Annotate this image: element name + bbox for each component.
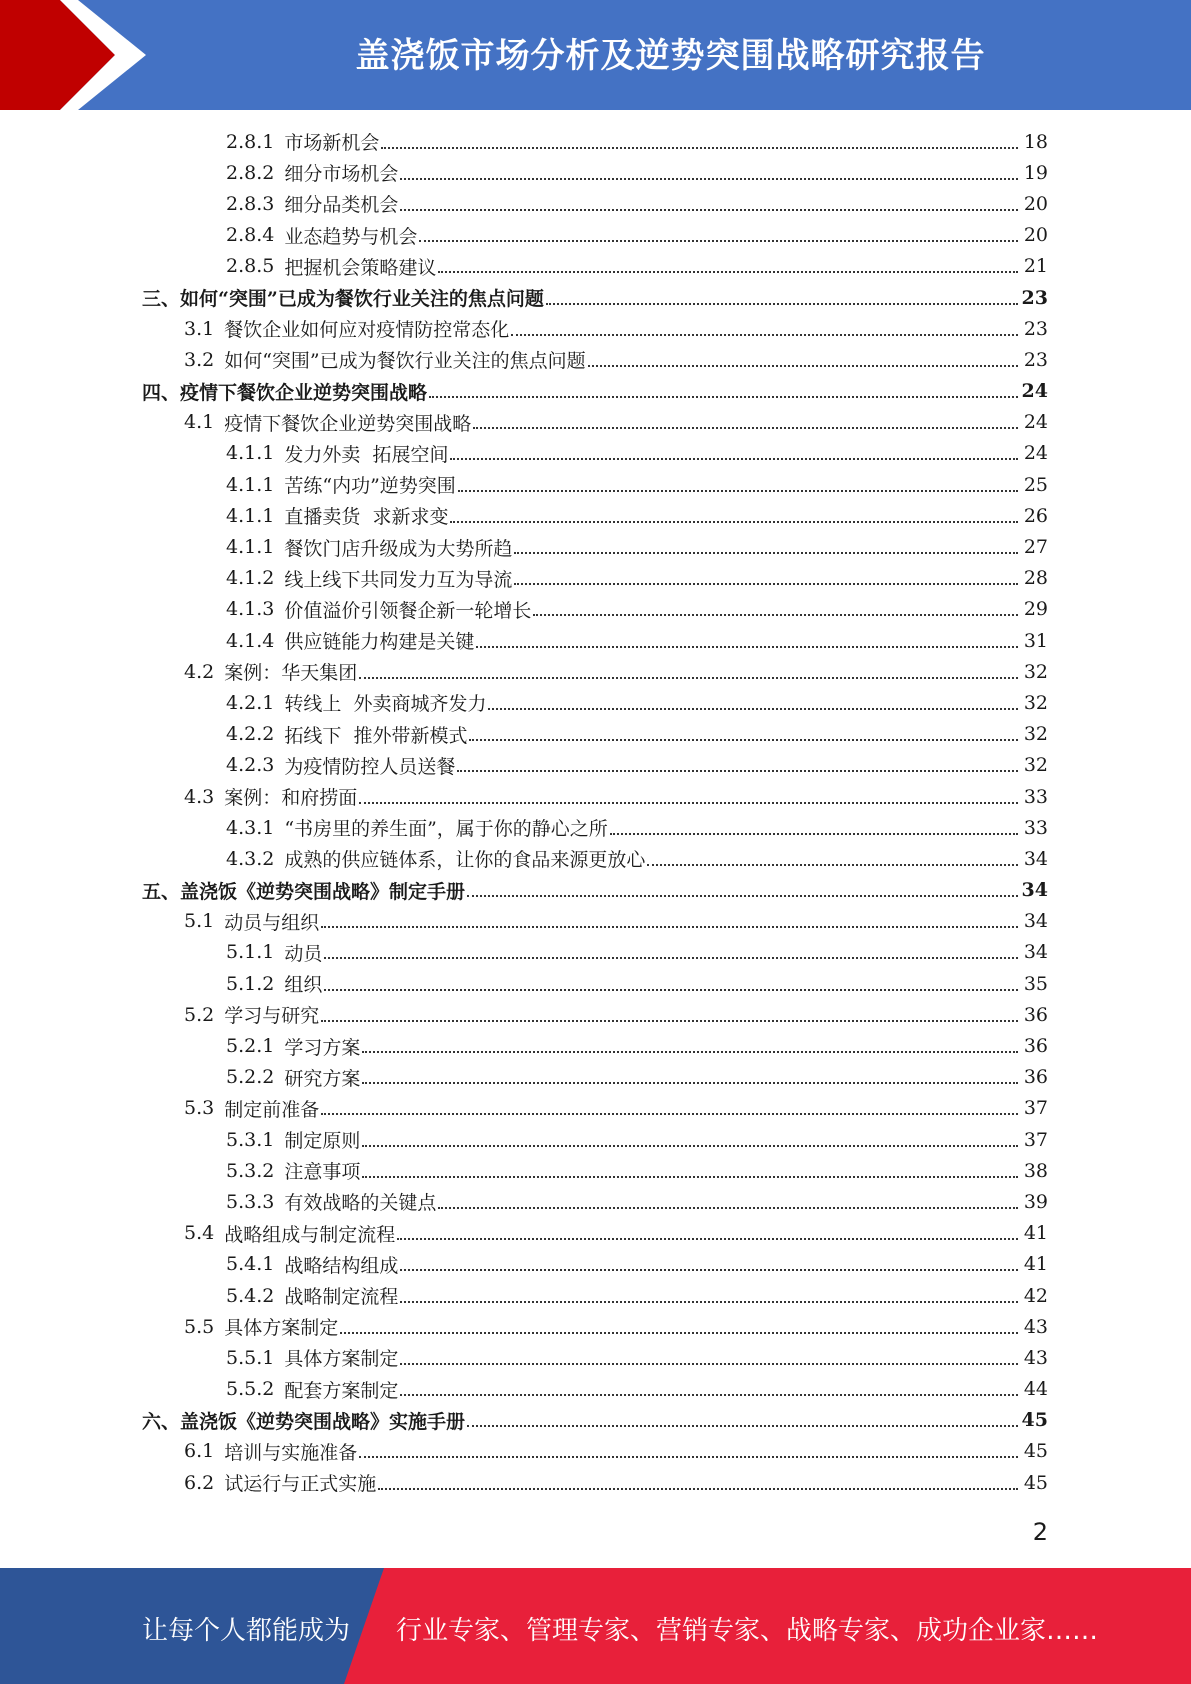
toc-entry-title: 战略结构组成 [284,1254,399,1277]
toc-dot-leader [362,1082,1018,1084]
toc-entry-number: 2.8.4 [226,224,275,247]
toc-entry[interactable] [0,937,1191,968]
toc-entry-page: 24 [1023,411,1048,434]
toc-entry-title: 研究方案 [284,1067,361,1090]
toc-entry-page: 20 [1023,224,1048,247]
toc-entry[interactable] [0,1311,1191,1342]
toc-entry-number: 5.4.1 [226,1253,275,1276]
toc-entry[interactable] [0,407,1191,438]
toc-entry[interactable] [0,157,1191,188]
toc-entry-title: 业态趋势与机会 [284,225,418,248]
toc-dot-leader [469,739,1018,741]
toc-entry-page: 25 [1023,473,1048,496]
toc-dot-leader [359,677,1018,679]
toc-entry-title: 动员与组织 [224,911,320,934]
toc-dot-leader [588,365,1018,367]
toc-entry-page: 29 [1023,598,1048,621]
toc-entry-number: 4.2.2 [226,723,275,746]
toc-entry[interactable] [0,719,1191,750]
toc-dot-leader [378,1488,1018,1490]
toc-entry[interactable] [0,750,1191,781]
toc-entry-number: 6.1 [184,1440,215,1463]
toc-entry-title: 餐饮企业如何应对疫情防控常态化 [224,319,510,342]
toc-entry-title: 具体方案制定 [224,1317,339,1340]
toc-dot-leader [400,1394,1018,1396]
toc-entry[interactable] [0,1405,1191,1436]
toc-entry[interactable] [0,282,1191,313]
toc-entry[interactable] [0,968,1191,999]
toc-entry-title: 组织 [284,974,323,997]
toc-entry-title: 动员 [284,942,323,965]
toc-entry[interactable] [0,1062,1191,1093]
toc-entry-page: 18 [1023,130,1048,153]
toc-entry-page: 34 [1021,879,1048,902]
toc-entry-number: 4.1 [184,411,215,434]
page-footer [0,1568,1191,1684]
toc-entry-title: 如何“突围”已成为餐饮行业关注的焦点问题 [224,350,586,373]
toc-entry-number: 5.2.1 [226,1035,275,1058]
toc-entry-title: 战略组成与制定流程 [224,1223,396,1246]
toc-entry-number: 4.3.2 [226,847,275,870]
toc-entry[interactable] [0,781,1191,812]
toc-entry-number: 5.5.1 [226,1346,275,1369]
toc-entry-number: 2.8.1 [226,130,275,153]
toc-entry-title: 转线上 外卖商城齐发力 [284,693,487,716]
toc-entry-title: 为疫情防控人员送餐 [284,755,456,778]
toc-entry-page: 19 [1023,161,1048,184]
toc-entry-page: 43 [1023,1315,1048,1338]
toc-entry[interactable] [0,687,1191,718]
toc-dot-leader [400,1363,1018,1365]
toc-entry-page: 36 [1023,1066,1048,1089]
toc-entry[interactable] [0,313,1191,344]
toc-entry[interactable] [0,531,1191,562]
toc-entry[interactable] [0,220,1191,251]
toc-entry-title: 价值溢价引领餐企新一轮增长 [284,599,532,622]
toc-entry-page: 34 [1023,847,1048,870]
toc-dot-leader [476,646,1018,648]
page-number: 2 [1032,1518,1048,1546]
toc-entry-title: 四、疫情下餐饮企业逆势突围战略 [142,381,428,404]
toc-entry-page: 37 [1023,1097,1048,1120]
toc-dot-leader [450,458,1018,460]
toc-entry-page: 41 [1023,1253,1048,1276]
toc-entry-page: 24 [1023,442,1048,465]
toc-entry[interactable] [0,1467,1191,1498]
toc-entry[interactable] [0,906,1191,937]
toc-entry-page: 32 [1023,754,1048,777]
toc-dot-leader [473,427,1018,429]
toc-entry-page: 42 [1023,1284,1048,1307]
toc-entry-page: 32 [1023,660,1048,683]
toc-entry-page: 21 [1023,255,1048,278]
toc-entry-number: 2.8.2 [226,161,275,184]
toc-dot-leader [362,1145,1018,1147]
toc-entry-page: 31 [1023,629,1048,652]
toc-dot-leader [514,552,1018,554]
toc-dot-leader [457,770,1018,772]
toc-entry[interactable] [0,1218,1191,1249]
toc-dot-leader [450,521,1018,523]
toc-entry[interactable] [0,1436,1191,1467]
toc-dot-leader [321,1020,1018,1022]
toc-dot-leader [458,490,1018,492]
toc-entry-page: 43 [1023,1346,1048,1369]
toc-dot-leader [400,209,1018,211]
toc-entry-number: 5.3.3 [226,1190,275,1213]
toc-entry-number: 4.2.1 [226,691,275,714]
toc-dot-leader [324,989,1018,991]
toc-entry-title: 学习方案 [284,1036,361,1059]
toc-entry-number: 5.3.1 [226,1128,275,1151]
toc-entry-number: 5.5.2 [226,1378,275,1401]
toc-entry-number: 4.1.4 [226,629,275,652]
toc-entry-number: 5.3 [184,1097,215,1120]
toc-entry[interactable] [0,625,1191,656]
toc-dot-leader [340,1332,1018,1334]
toc-entry-page: 23 [1023,317,1048,340]
toc-entry[interactable] [0,594,1191,625]
toc-entry[interactable] [0,126,1191,157]
toc-dot-leader [419,240,1018,242]
toc-entry[interactable] [0,1374,1191,1405]
footer-slogan-right: 行业专家、管理专家、营销专家、战略专家、成功企业家…… [396,1616,1099,1646]
toc-entry[interactable] [0,188,1191,219]
toc-entry-title: 把握机会策略建议 [284,256,437,279]
toc-dot-leader [488,708,1018,710]
toc-entry-page: 20 [1023,192,1048,215]
toc-entry-title: 有效战略的关键点 [284,1192,437,1215]
toc-entry[interactable] [0,344,1191,375]
toc-entry-number: 4.3 [184,785,215,808]
toc-entry-title: 学习与研究 [224,1005,320,1028]
toc-dot-leader [321,926,1018,928]
toc-entry-number: 5.4 [184,1222,215,1245]
toc-entry-title: 细分市场机会 [284,163,399,186]
toc-entry[interactable] [0,251,1191,282]
toc-entry[interactable] [0,1030,1191,1061]
toc-entry[interactable] [0,500,1191,531]
toc-entry-number: 5.5 [184,1315,215,1338]
toc-entry-page: 45 [1023,1471,1048,1494]
toc-dot-leader [438,1207,1018,1209]
toc-entry-page: 32 [1023,691,1048,714]
toc-entry-page: 36 [1023,1035,1048,1058]
toc-entry-number: 6.2 [184,1471,215,1494]
toc-entry-title: 疫情下餐饮企业逆势突围战略 [224,412,472,435]
footer-slogan-left: 让每个人都能成为 [142,1616,351,1646]
toc-dot-leader [359,802,1018,804]
toc-dot-leader [647,864,1018,866]
toc-dot-leader [610,833,1018,835]
toc-entry[interactable] [0,1124,1191,1155]
toc-entry-title: 餐饮门店升级成为大势所趋 [284,537,513,560]
toc-dot-leader [362,1051,1018,1053]
toc-dot-leader [321,1113,1018,1115]
toc-dot-leader [324,957,1018,959]
toc-dot-leader [467,895,1018,897]
toc-entry-number: 2.8.3 [226,192,275,215]
toc-entry-page: 44 [1023,1378,1048,1401]
toc-entry-page: 34 [1023,941,1048,964]
toc-entry-title: 战略制定流程 [284,1286,399,1309]
toc-dot-leader [362,1176,1018,1178]
toc-entry[interactable] [0,999,1191,1030]
toc-dot-leader [514,583,1018,585]
toc-entry-page: 35 [1023,972,1048,995]
toc-entry-title: 配套方案制定 [284,1379,399,1402]
toc-entry-number: 3.1 [184,317,215,340]
toc-entry[interactable] [0,438,1191,469]
toc-dot-leader [467,1425,1018,1427]
toc-entry-number: 5.1.1 [226,941,275,964]
toc-dot-leader [438,271,1018,273]
toc-entry-title: 案例：和府捞面 [224,787,358,810]
toc-dot-leader [359,1456,1018,1458]
toc-entry-title: 苦练“内功”逆势突围 [284,475,456,498]
toc-dot-leader [400,178,1018,180]
toc-entry-number: 4.2.3 [226,754,275,777]
toc-entry-page: 33 [1023,785,1048,808]
toc-entry-page: 23 [1023,348,1048,371]
toc-entry-title: 培训与实施准备 [224,1441,358,1464]
toc-entry-number: 4.1.3 [226,598,275,621]
toc-entry[interactable] [0,563,1191,594]
toc-entry-title: 五、盖浇饭《逆势突围战略》制定手册 [142,880,466,903]
toc-entry[interactable] [0,1155,1191,1186]
toc-dot-leader [511,334,1018,336]
toc-entry-number: 2.8.5 [226,255,275,278]
toc-dot-leader [400,1301,1018,1303]
page-header [0,0,1191,110]
toc-entry-number: 5.3.2 [226,1159,275,1182]
toc-entry-page: 34 [1023,910,1048,933]
toc-entry-title: “书房里的养生面”，属于你的静心之所 [284,818,608,841]
toc-entry-page: 45 [1021,1409,1048,1432]
toc-entry-title: 供应链能力构建是关键 [284,631,475,654]
toc-dot-leader [429,396,1018,398]
toc-entry-number: 4.2 [184,660,215,683]
toc-entry[interactable] [0,656,1191,687]
toc-entry-number: 5.1.2 [226,972,275,995]
toc-entry-title: 具体方案制定 [284,1348,399,1371]
toc-entry-title: 市场新机会 [284,132,380,155]
toc-entry-title: 三、如何“突围”已成为餐饮行业关注的焦点问题 [142,288,544,311]
toc-entry-page: 23 [1021,286,1048,309]
toc-entry-title: 试运行与正式实施 [224,1473,377,1496]
toc-entry-page: 33 [1023,816,1048,839]
toc-entry[interactable] [0,1249,1191,1280]
toc-entry-title: 案例：华天集团 [224,662,358,685]
toc-entry[interactable] [0,875,1191,906]
toc-entry-page: 26 [1023,504,1048,527]
toc-dot-leader [546,303,1018,305]
toc-entry[interactable] [0,469,1191,500]
toc-entry-number: 3.2 [184,348,215,371]
toc-entry-title: 成熟的供应链体系，让你的食品来源更放心 [284,849,646,872]
table-of-contents [0,126,1191,1498]
toc-entry-title: 制定原则 [284,1130,361,1153]
toc-dot-leader [397,1238,1018,1240]
toc-entry[interactable] [0,376,1191,407]
toc-entry-number: 4.1.2 [226,567,275,590]
toc-entry-page: 32 [1023,723,1048,746]
report-title: 盖浇饭市场分析及逆势突围战略研究报告 [355,36,986,76]
toc-entry[interactable] [0,812,1191,843]
toc-entry-page: 36 [1023,1003,1048,1026]
toc-entry-number: 4.3.1 [226,816,275,839]
toc-entry-title: 六、盖浇饭《逆势突围战略》实施手册 [142,1410,466,1433]
toc-entry[interactable] [0,1280,1191,1311]
toc-entry-page: 24 [1021,380,1048,403]
toc-entry-number: 5.1 [184,910,215,933]
toc-entry[interactable] [0,1093,1191,1124]
toc-entry-page: 27 [1023,536,1048,559]
toc-entry-page: 38 [1023,1159,1048,1182]
toc-entry-title: 发力外卖 拓展空间 [284,443,449,466]
toc-entry[interactable] [0,1186,1191,1217]
toc-entry-number: 4.1.1 [226,536,275,559]
toc-dot-leader [400,1269,1018,1271]
toc-entry-title: 直播卖货 求新求变 [284,506,449,529]
toc-entry-title: 注意事项 [284,1161,361,1184]
toc-dot-leader [533,614,1018,616]
toc-entry[interactable] [0,1342,1191,1373]
toc-entry-title: 制定前准备 [224,1098,320,1121]
toc-entry-number: 5.2 [184,1003,215,1026]
toc-entry-number: 5.4.2 [226,1284,275,1307]
toc-entry-number: 4.1.1 [226,442,275,465]
toc-entry-page: 45 [1023,1440,1048,1463]
toc-entry-title: 拓线下 推外带新模式 [284,724,468,747]
toc-entry-number: 4.1.1 [226,504,275,527]
toc-entry-number: 4.1.1 [226,473,275,496]
toc-entry-title: 线上线下共同发力互为导流 [284,568,513,591]
toc-entry-number: 5.2.2 [226,1066,275,1089]
toc-entry-page: 28 [1023,567,1048,590]
toc-entry-page: 39 [1023,1190,1048,1213]
toc-entry-page: 41 [1023,1222,1048,1245]
toc-entry[interactable] [0,843,1191,874]
toc-entry-page: 37 [1023,1128,1048,1151]
toc-entry-title: 细分品类机会 [284,194,399,217]
toc-dot-leader [381,147,1018,149]
